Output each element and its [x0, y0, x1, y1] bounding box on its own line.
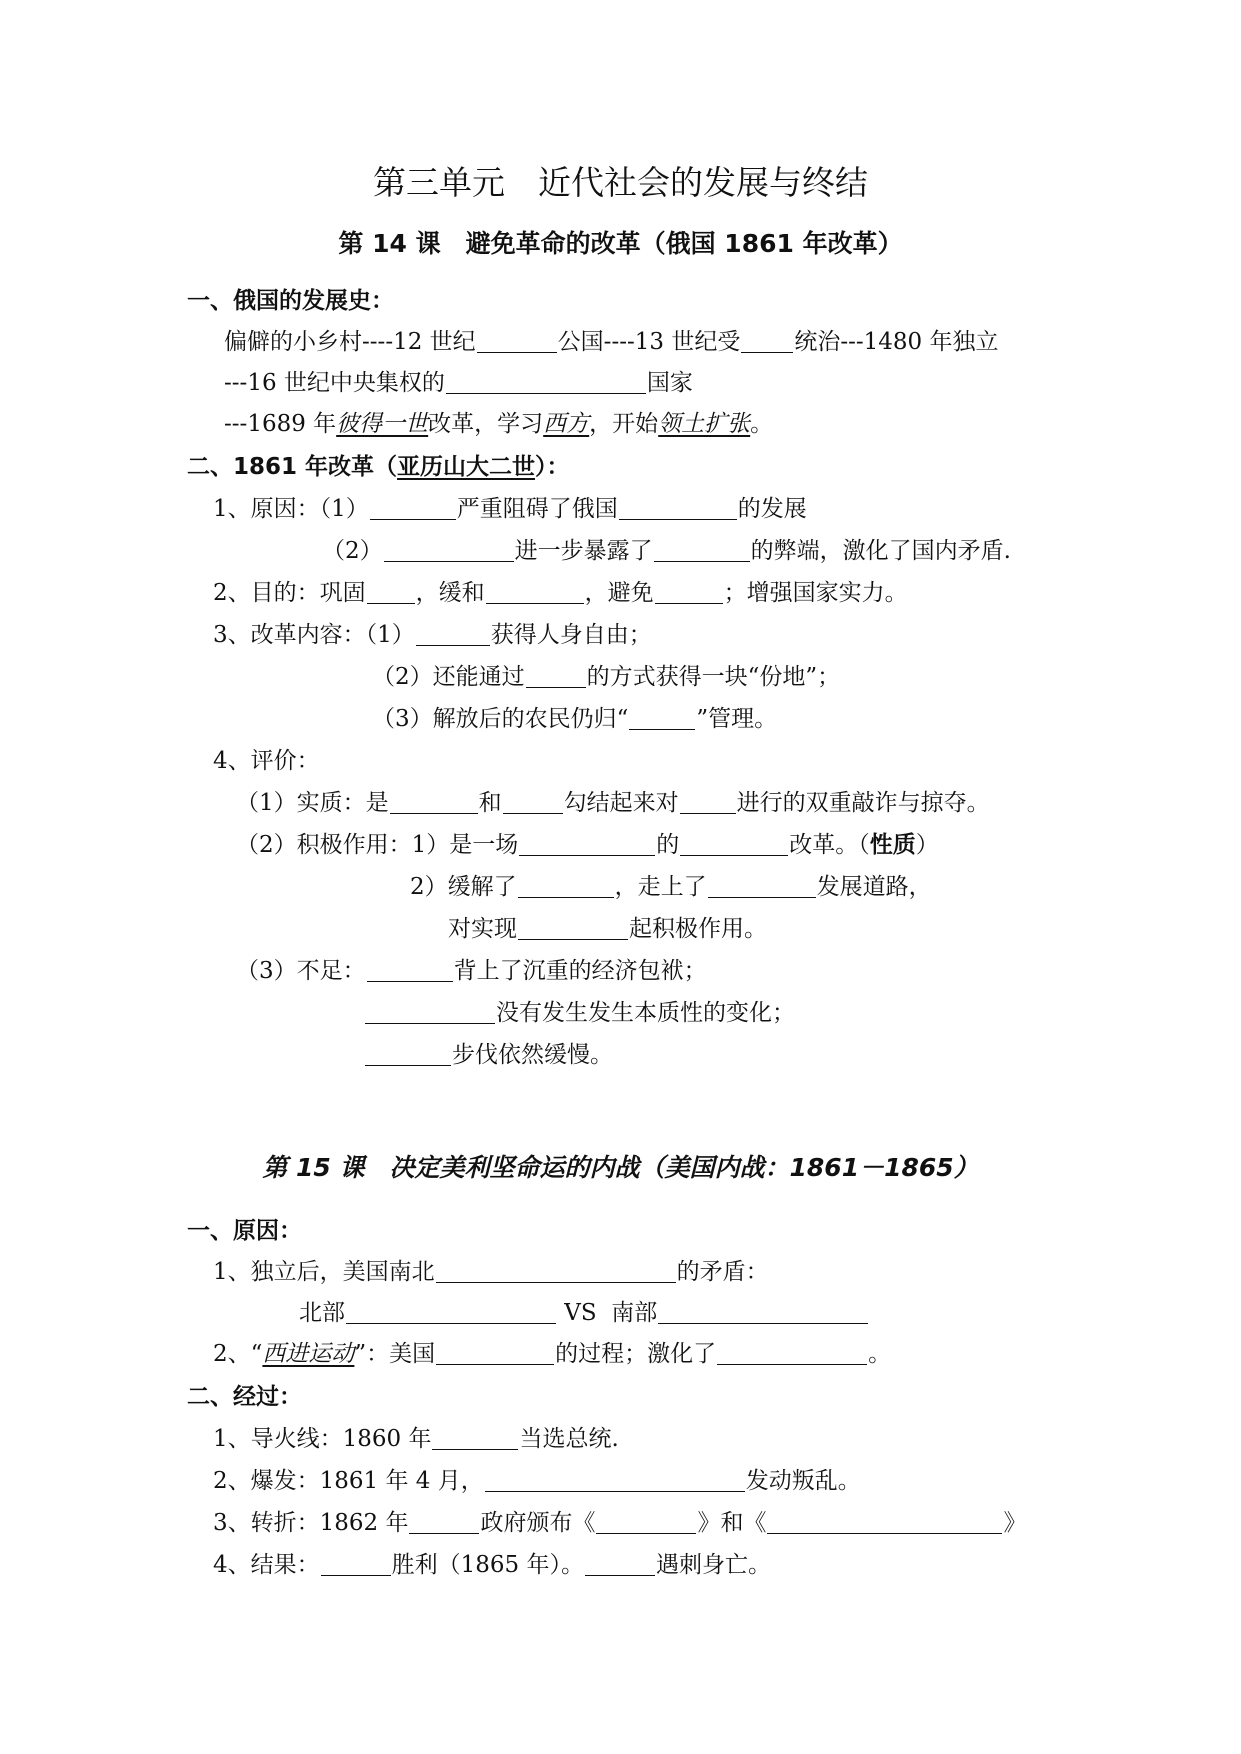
text-line: 对实现 起积极作用。 — [448, 916, 767, 942]
text-line: 北部 VS 南部 — [299, 1298, 869, 1328]
lesson-14-title: 第 14 课 避免革命的改革（俄国 1861 年改革） — [338, 229, 903, 258]
text-line: 2）缓解了 ，走上了 发展道路， — [410, 874, 932, 900]
section-heading: 二、经过： — [187, 1384, 302, 1410]
text-line: 4、评价： — [213, 748, 320, 774]
text-line: （2） 进一步暴露了 的弊端，激化了国内矛盾. — [322, 538, 1011, 564]
text-line: 没有发生发生本质性的变化； — [364, 998, 795, 1028]
unit-title: 第三单元 近代社会的发展与终结 — [373, 163, 868, 202]
section-heading: 二、1861 年改革（亚历山大二世）： — [187, 454, 570, 480]
section-heading: 一、俄国的发展史： — [187, 288, 394, 314]
text-line: 2、爆发：1861 年 4 月， 发动叛乱。 — [213, 1468, 861, 1494]
text-line: 1、独立后，美国南北 的矛盾： — [213, 1259, 769, 1285]
text-line: （3）不足： 背上了沉重的经济包袱； — [236, 958, 707, 984]
text-line: 3、转折：1862 年 政府颁布《 》和《 》 — [213, 1510, 1027, 1536]
text-line: （1）实质：是 和 勾结起来对 进行的双重敲诈与掠夺。 — [236, 790, 990, 816]
text-line: ---16 世纪中央集权的 国家 — [224, 370, 693, 396]
section-heading: 一、原因： — [187, 1218, 302, 1244]
text-line: 4、结果： 胜利（1865 年）。 遇刺身亡。 — [213, 1552, 771, 1578]
text-line: （3）解放后的农民仍归“ ”管理。 — [372, 706, 778, 732]
lesson-15-title: 第 15 课 决定美利坚命运的内战（美国内战：1861－1865） — [262, 1153, 979, 1182]
text-line: 偏僻的小乡村----12 世纪 公国----13 世纪受 统治---1480 年独立 — [224, 329, 999, 355]
text-line: ---1689 年彼得一世改革，学习西方，开始领土扩张。 — [224, 411, 774, 437]
text-line: （2）积极作用：1）是一场 的 改革。（性质） — [236, 832, 939, 858]
text-line: 步伐依然缓慢。 — [364, 1040, 613, 1070]
text-line: （2）还能通过 的方式获得一块“份地”； — [372, 664, 841, 690]
text-line: 3、改革内容：（1） 获得人身自由； — [213, 622, 652, 648]
text-line: 2、目的：巩固 ，缓和 ，避免 ；增强国家实力。 — [213, 580, 908, 606]
text-line: 1、导火线：1860 年 当选总统. — [213, 1426, 619, 1452]
text-line: 2、“西进运动”：美国 的过程；激化了 。 — [213, 1341, 892, 1367]
text-line: 1、原因：（1） 严重阻碍了俄国 的发展 — [213, 496, 807, 522]
